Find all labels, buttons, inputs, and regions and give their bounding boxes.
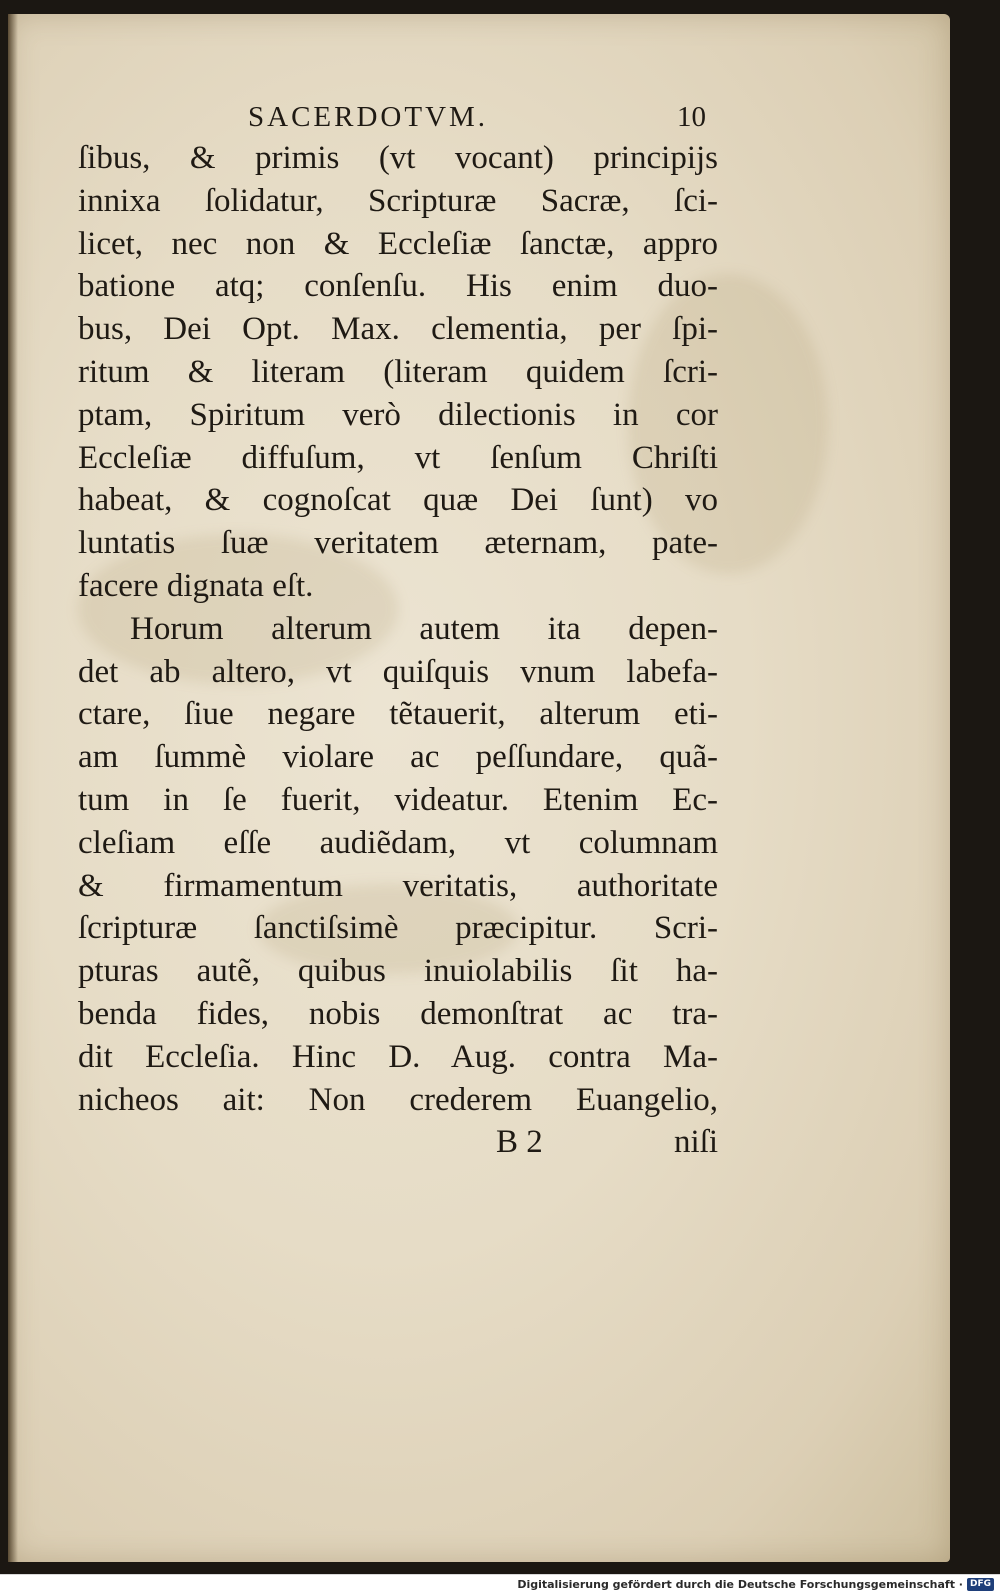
text-line: ritum & literam (literam quidem ſcri- bbox=[78, 353, 718, 390]
text-line: cleſiam eſſe audiẽdam, vt columnam bbox=[78, 824, 718, 861]
text-line: benda fides, nobis demonſtrat ac tra- bbox=[78, 995, 718, 1032]
text-line: det ab altero, vt quiſquis vnum labefa- bbox=[78, 653, 718, 690]
page-text bbox=[78, 97, 718, 1164]
text-line: tum in ſe fuerit, videatur. Etenim Ec- bbox=[78, 781, 718, 818]
text-line: batione atq; conſenſu. His enim duo- bbox=[78, 268, 718, 305]
page-number: 10 bbox=[677, 101, 706, 133]
text-line: Horum alterum autem ita depen- bbox=[130, 610, 718, 647]
text-line: am ſummè violare ac peſſundare, quã- bbox=[78, 739, 718, 776]
body-text bbox=[78, 137, 718, 1121]
text-line: nicheos ait: Non crederem Euangelio, bbox=[78, 1081, 718, 1118]
running-head-title: SACERDOTVM. bbox=[248, 101, 489, 133]
book-page bbox=[8, 14, 950, 1562]
text-line: ptam, Spiritum verò dilectionis in cor bbox=[78, 396, 718, 433]
dfg-logo: DFG bbox=[967, 1578, 994, 1591]
text-line: & firmamentum veritatis, authoritate bbox=[78, 867, 718, 904]
text-line: innixa ſolidatur, Scripturæ Sacræ, ſci- bbox=[78, 182, 718, 219]
text-line: luntatis ſuæ veritatem æternam, pate- bbox=[78, 525, 718, 562]
text-line: dit Eccleſia. Hinc D. Aug. contra Ma- bbox=[78, 1038, 718, 1075]
signature-mark: B 2 bbox=[496, 1124, 543, 1161]
digitization-credit: Digitalisierung gefördert durch die Deutsche Forschungsgemeinschaft · bbox=[517, 1578, 963, 1591]
catchline bbox=[78, 1121, 718, 1164]
text-line: habeat, & cognoſcat quæ Dei ſunt) vo bbox=[78, 482, 718, 519]
digitization-credit-bar bbox=[0, 1574, 1000, 1594]
catchword: niſi bbox=[673, 1124, 718, 1161]
text-line: ctare, ſiue negare tẽtauerit, alterum eti- bbox=[78, 696, 718, 733]
text-line: licet, nec non & Eccleſiæ ſanctæ, appro bbox=[78, 225, 718, 262]
page-gutter-shadow bbox=[8, 14, 18, 1562]
text-line: facere dignata eſt. bbox=[78, 567, 314, 604]
text-line: ſibus, & primis (vt vocant) principijs bbox=[78, 140, 718, 176]
running-head bbox=[78, 97, 718, 137]
text-line: pturas autẽ, quibus inuiolabilis ſit ha- bbox=[78, 953, 718, 990]
text-line: bus, Dei Opt. Max. clementia, per ſpi- bbox=[78, 311, 718, 348]
text-line: Eccleſiæ diffuſum, vt ſenſum Chriſti bbox=[78, 439, 718, 476]
text-line: ſcripturæ ſanctiſsimè præcipitur. Scri- bbox=[78, 910, 718, 947]
